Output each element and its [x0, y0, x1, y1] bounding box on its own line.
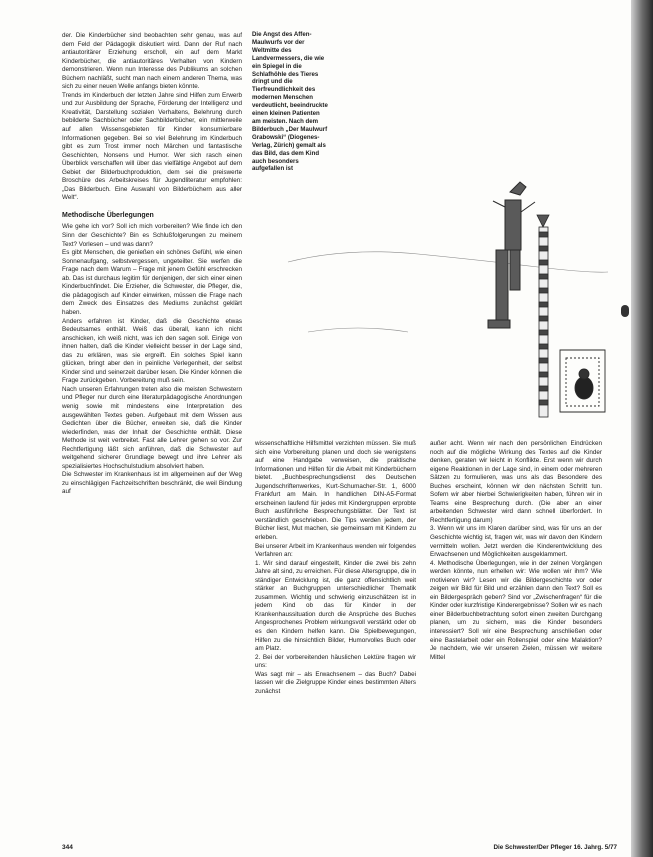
page-number: 344 [62, 844, 73, 851]
paragraph: 4. Methodische Überlegungen, wie in der zelnen Vorgängen werden könnte, nun erhellen wir: Wie wollen wir ihm? Wie motivieren wir? Lesen wir die Bildergeschichte vor oder zeigen wir Bild für Bild und erzählen dann den Text? Soll es ein Bildergespräch geben? Sind vor „Zwischenfragen“ für die Kinder oder kurzfristige Kinderergebnisse? Sollen wir es nach einer Bilderbuchbetrachtung sofort einen zweiten Durchgang planen, um zu sichern, was die Kinder besonders interessiert? Soll wir eine Besprechung anschließen oder eine Bastelarbeit oder ein Rollenspiel oder eine Malaktion? Je nachdem, wie wir unseren Zielen, müssen wir weitere Mittel [430, 559, 602, 661]
paragraph: außer acht. Wenn wir nach den persönlichen Eindrücken noch auf die mögliche Wirkung des Textes auf die Kinder denken, geraten wir leicht in Konflikte. Erst wenn wir durch eigene Reaktionen in der Lage sind, in einem oder mehreren Sätzen zu formulieren, was uns als das Besondere des Buches erscheint, können wir den nächsten Schritt tun. Sofern wir aber hierbei Schwierigkeiten haben, führen wir in Teams eine Besprechung durch. (Die aber an einer arbeitenden Schwester wird dann schnell überfordert. In Rechtfertigung darum) [430, 440, 602, 524]
middle-column [255, 440, 416, 696]
right-column [430, 440, 602, 662]
paragraph: wissenschaftliche Hilfsmittel verzichten müssen. Sie muß sich eine Vorbereitung planen und doch sie wenigstens auf eine Handgabe verweisen, die praktische Informationen und Hilfen für die Arbeit mit Kinderbüchern bietet. „Buchbesprechungsdienst des Deutschen Jugendschriftenwerkes, Kurt-Schumacher-Str. 1, 6000 Frankfurt am Main. In handlichen DIN-A5-Format erscheinen laufend für jedes mit Kindergruppen erprobte Buch ausführliche Besprechungsblätter. Der Text ist verständlich geschrieben. Die Tips werden jedem, der Bücher liest, Mut machen, sie gemeinsam mit Kindern zu erleben. [255, 440, 416, 542]
paragraph: Bei unserer Arbeit im Krankenhaus wenden wir folgendes Verfahren an: [255, 542, 416, 559]
section-heading: Methodische Überlegungen [62, 211, 154, 219]
journal-footer: Die Schwester/Der Pfleger 16. Jahrg. 5/77 [493, 844, 617, 851]
paragraph: Die Schwester im Krankenhaus ist im allgemeinen auf der Weg zu einschlägigen Fachzeitschriften beschränkt, die weil Bindung auf [62, 471, 242, 496]
paragraph: Es gibt Menschen, die genießen ein schönes Gefühl, wie einen Sonnenaufgang, selbstvergessen, ungeteilter. Sie werfen die Frage nach dem Warum – Frage mit jenem Gefühl erschrecken ab. Das ist durchaus legitim für denjenigen, der sich einer einen Kinderbuchfindet. Die Erzieher, die Schwester, die Pfleger, die, die pädagogisch auf Kinder einwirken, müssen die Frage nach dem Zweck des Einsatzes des Mediums zunächst geklärt haben. [62, 249, 242, 316]
paragraph: Wie gehe ich vor? Soll ich mich vorbereiten? Wie finde ich den Sinn der Geschichte? Bin es Schlußfolgerungen zu meinem Text? Vorlesen – und was dann? [62, 223, 242, 248]
striped-pole [537, 215, 549, 417]
paragraph: Anders erfahren ist Kinder, daß die Geschichte etwas Bedeutsames enthält. Weiß das überall, kann ich nicht anschicken, ich weiß nicht, was ich den sagen soll. Einige von ihnen halten, daß die Kinder vielleicht besser in der Lage sind, das zu erklären, was sie ergreift. Ein solches Spiel kann glücken, bringt aber den in peinliche Verlegenheit, der selbst Kinder sind und seinerzeit darüber lesen. Die Kinder können die Frage zurückgeben. Vorbereitung muß sein. [62, 317, 242, 385]
page-binding-edge [631, 0, 653, 857]
paragraph: 3. Wenn wir uns im Klaren darüber sind, was für uns an der Geschichte wichtig ist, fragen wir, was wir davon den Kindern vermitteln wollen. Jetzt werden die Kinderentwicklung des Erwachsenen und Möglichkeiten ausgeklammert. [430, 525, 602, 559]
paragraph: 1. Wir sind darauf eingestellt, Kinder die zwei bis zehn Jahre alt sind, zu erreichen. Für diese Altersgruppe, die in ständiger Entwicklung ist, die ganz offensichtlich weit stärker an Buchgruppen unterschiedlicher Thematik zusammen. Wichtig und schwierig einzuschätzen ist in jedem Kind ob das für Kinder in der Krankenhaussituation durch die Ansprüche des Buches Angesprochenes Problem wirkungsvoll verstärkt oder ob es den Kindern helfen kann. Die Spielbewegungen, Hilfen zu die hinsichtlich Bilder, Humorvolles Buch oder am Platz. [255, 559, 417, 653]
edge-marker [621, 305, 629, 317]
mole-burrow [560, 350, 605, 412]
paragraph: Nach unseren Erfahrungen treten also die meisten Schwestern und Pfleger nur durch eine literaturpädagogische Anordnungen wenig sowie mit mindestens eine Interpretation des ausgewählten Textes geben. Aufgebaut mit dem Wissen aus Gedichten über die Bücher, erweiten sie, daß die Kinder wiederfinden, was der Inhalt der Geschichte enthält. Diese Methode ist weit verbreitet. Fast alle Lehrer gehen so vor. Zur Rechtfertigung läßt sich anführen, daß die Schwester auf weitgehend sicherer Grundlage bewegt und ihre Lehrer als spezialisiertes Hochschulstudium absolviert haben. [62, 385, 242, 470]
figure-caption: Die Angst des Affen-Maulwurfs vor der Weltmitte des Landvermessers, die wie ein Spiegel in die Schlafhöhle des Tieres dringt und die Tierfreundlichkeit des modernen Menschen verdeutlicht, beeindruckte einen kleinen Patienten am meisten. Nach dem Bilderbuch „Der Maulwurf Grabowski“ (Diogenes-Verlag, Zürich) gemalt als das Bild, das dem Kind auch besonders aufgefallen ist [252, 31, 328, 173]
figure [488, 182, 535, 328]
left-column [62, 32, 242, 497]
paragraph: 2. Bei der vorbereitenden häuslichen Lektüre fragen wir uns: [255, 653, 416, 670]
paragraph: der. Die Kinderbücher sind beobachten sehr genau, was auf dem Feld der Pädagogik diskutiert wird. Dann der Ruf nach antiautoritärer Erziehung erscholl, ein auf dem Markt Kinderbücher, die antiautoritäres Verhalten von Kindern demonstrieren. Wenn nun Interesse des Publikums an solchen Büchern nachläßt, sucht man nach einem anderen Thema, was sich zu einer neuen Welle anfangs bieten könnte. [62, 32, 242, 91]
paragraph: Was sagt mir – als Erwachsenem – das Buch? Dabei lassen wir die Zielgruppe Kinder eines bestimmten Alters zunächst [255, 670, 416, 695]
paragraph: Trends im Kinderbuch der letzten Jahre sind Hilfen zum Erwerb und zur Ausbildung der Sprache, Förderung der Intelligenz und Kreativität, Darstellung sozialen Verhaltens, Belehrung durch bebilderte Sachbücher oder Sachbilderbücher, ein mittlerweile auf allen Wissensgebieten für Kinder konsumierbare Informationen gegeben. Bei so viel Belehrung im Kinderbuch gibt es zum Trost immer noch Märchen und fantastische Geschichten, Nonsens und Humor. Wer sich rasch einen Überblick verschaffen will über das vielfältige Angebot auf dem Gebiet der Bilderbuchproduktion, dem sei die preiswerte Broschüre des Arbeitskreises für Jugendliteratur empfohlen: „Das Bilderbuch. Eine Auswahl von Bilderbüchern aus aller Welt“. [62, 91, 242, 202]
